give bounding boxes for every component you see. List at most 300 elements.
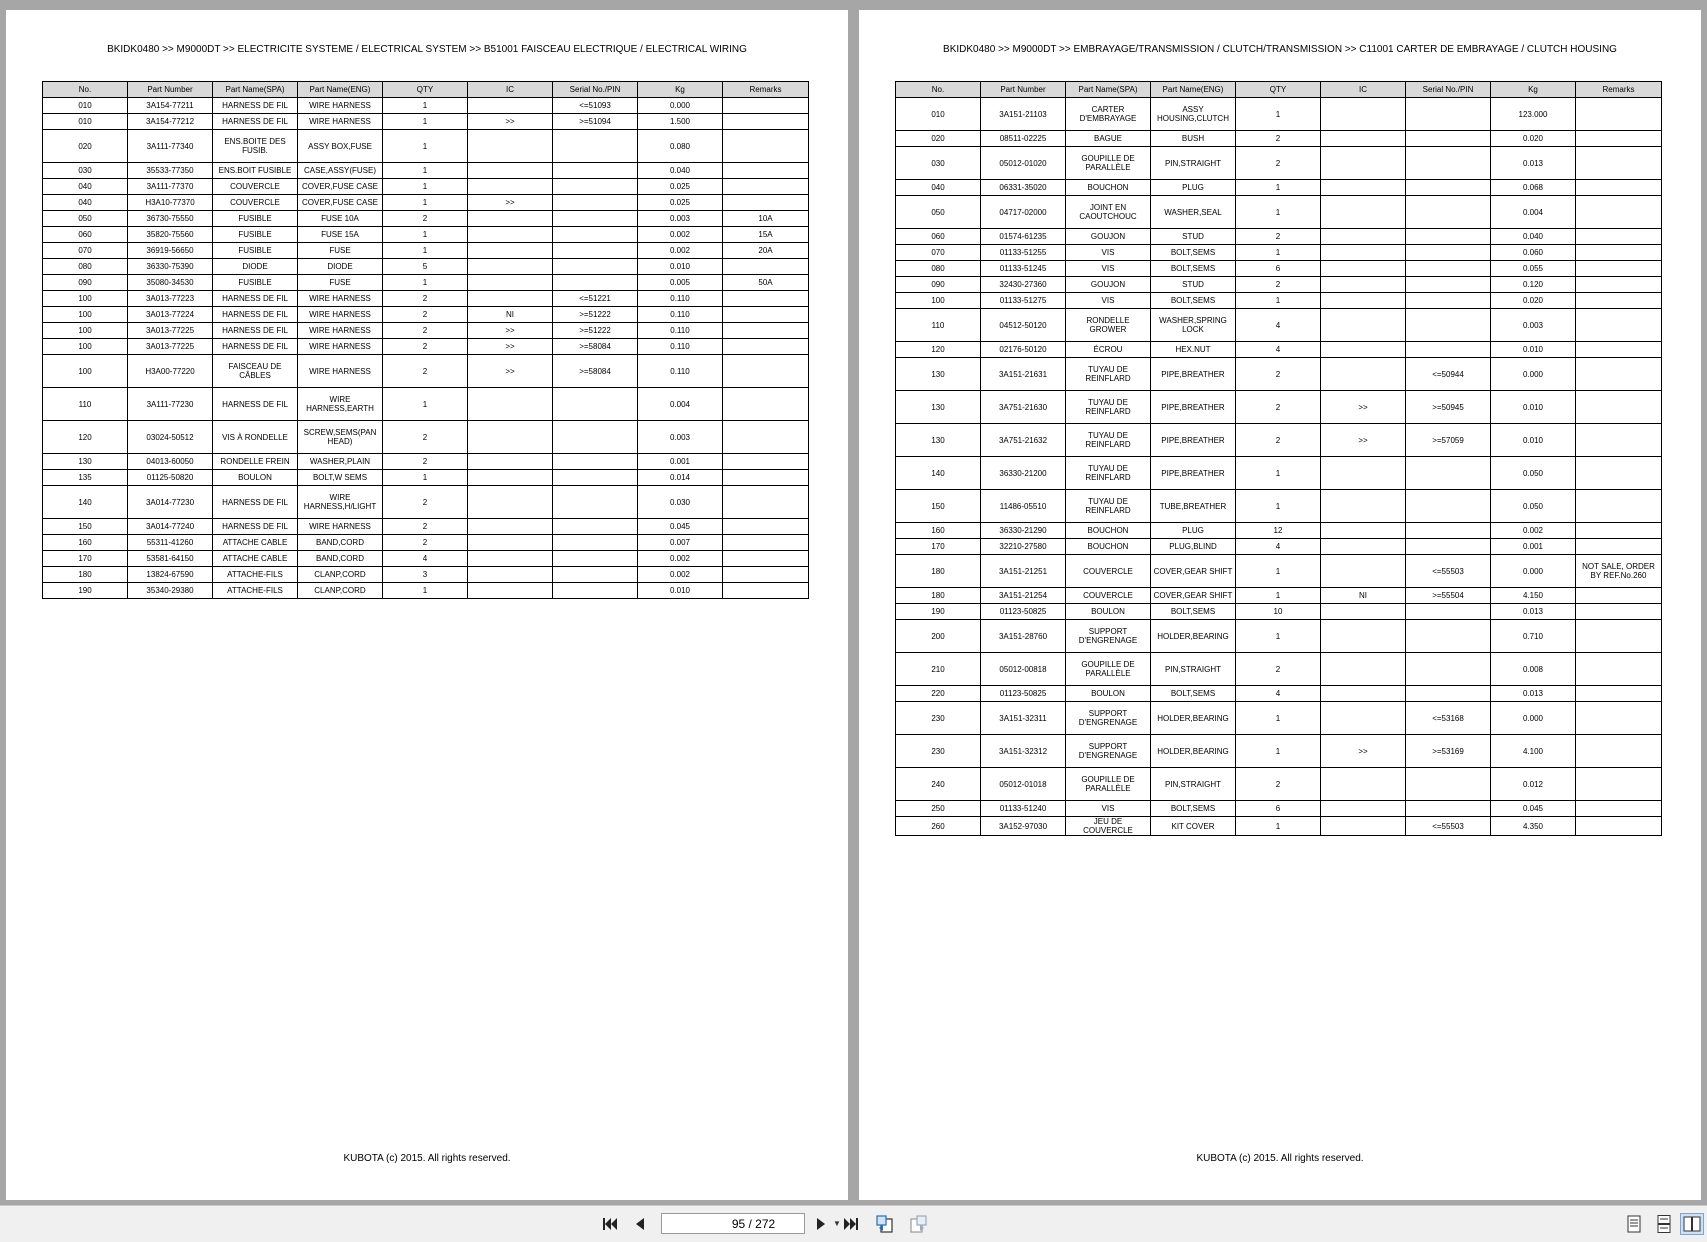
- table-cell: WASHER,PLAIN: [298, 454, 383, 470]
- table-cell: [723, 114, 809, 130]
- table-cell: [723, 307, 809, 323]
- table-cell: 0.003: [638, 421, 723, 454]
- table-cell: [723, 519, 809, 535]
- table-cell: HEX.NUT: [1151, 342, 1236, 358]
- table-cell: 4.350: [1491, 817, 1576, 836]
- table-cell: DIODE: [213, 259, 298, 275]
- table-cell: [1321, 604, 1406, 620]
- column-header: Part Name(SPA): [1066, 82, 1151, 98]
- table-cell: BOLT,SEMS: [1151, 686, 1236, 702]
- table-cell: WIRE HARNESS: [298, 355, 383, 388]
- table-cell: [468, 275, 553, 291]
- table-cell: 0.001: [1491, 539, 1576, 555]
- table-cell: [1576, 539, 1662, 555]
- table-row: [896, 523, 1662, 539]
- table-cell: WIRE HARNESS: [298, 307, 383, 323]
- table-row: [896, 147, 1662, 180]
- page-footer: KUBOTA (c) 2015. All rights reserved.: [1196, 1153, 1364, 1164]
- table-cell: 2: [1236, 131, 1321, 147]
- table-cell: [1321, 539, 1406, 555]
- table-cell: 05012-01018: [981, 768, 1066, 801]
- table-cell: [553, 163, 638, 179]
- column-header: Remarks: [1576, 82, 1662, 98]
- table-cell: [553, 211, 638, 227]
- column-header: Part Number: [128, 82, 213, 98]
- table-row: [896, 98, 1662, 131]
- table-cell: HARNESS DE FIL: [213, 98, 298, 114]
- table-row: [896, 245, 1662, 261]
- table-cell: 080: [43, 259, 128, 275]
- table-cell: 3A111-77340: [128, 130, 213, 163]
- table-cell: 3A154-77211: [128, 98, 213, 114]
- table-cell: [553, 227, 638, 243]
- page-number-input[interactable]: [662, 1216, 833, 1232]
- table-cell: BUSH: [1151, 131, 1236, 147]
- column-header: Kg: [1491, 82, 1576, 98]
- table-cell: >>: [1321, 391, 1406, 424]
- table-cell: [1406, 457, 1491, 490]
- table-cell: 3A751-21632: [981, 424, 1066, 457]
- table-cell: 2: [383, 519, 468, 535]
- table-cell: [1321, 702, 1406, 735]
- table-cell: DIODE: [298, 259, 383, 275]
- table-cell: 1: [1236, 180, 1321, 196]
- table-cell: NOT SALE, ORDER BY REF.No.260: [1576, 555, 1662, 588]
- table-cell: [1321, 768, 1406, 801]
- table-cell: [1406, 801, 1491, 817]
- table-cell: [553, 535, 638, 551]
- table-cell: 1: [1236, 620, 1321, 653]
- table-cell: 36330-21200: [981, 457, 1066, 490]
- table-cell: H3A00-77220: [128, 355, 213, 388]
- next-page-button[interactable]: [809, 1213, 833, 1235]
- table-cell: 3A751-21630: [981, 391, 1066, 424]
- table-cell: 2: [383, 291, 468, 307]
- table-row: [896, 424, 1662, 457]
- table-cell: 3A154-77212: [128, 114, 213, 130]
- table-cell: [723, 195, 809, 211]
- table-cell: 250: [896, 801, 981, 817]
- table-cell: 1: [1236, 588, 1321, 604]
- table-cell: [723, 98, 809, 114]
- table-cell: 090: [896, 277, 981, 293]
- table-cell: 0.050: [1491, 457, 1576, 490]
- table-cell: [723, 339, 809, 355]
- table-row: [896, 229, 1662, 245]
- table-cell: WIRE HARNESS,H/LIGHT: [298, 486, 383, 519]
- table-cell: 010: [896, 98, 981, 131]
- go-back-view-button[interactable]: [873, 1213, 897, 1235]
- table-cell: [1576, 391, 1662, 424]
- table-cell: 2: [1236, 768, 1321, 801]
- single-page-view-button[interactable]: [1622, 1213, 1646, 1235]
- table-cell: 0.110: [638, 291, 723, 307]
- page-header: BKIDK0480 >> M9000DT >> EMBRAYAGE/TRANSMISSION / CLUTCH/TRANSMISSION >> C11001 CARTER DE EMBRAYAGE / CLUTCH HOUSING: [943, 44, 1617, 55]
- table-cell: BOLT,SEMS: [1151, 801, 1236, 817]
- table-cell: JOINT EN CAOUTCHOUC: [1066, 196, 1151, 229]
- document-page-left: [6, 10, 848, 1200]
- table-cell: 04717-02000: [981, 196, 1066, 229]
- table-cell: [468, 551, 553, 567]
- table-cell: H3A10-77370: [128, 195, 213, 211]
- table-cell: 3A151-21631: [981, 358, 1066, 391]
- table-row: [896, 555, 1662, 588]
- table-cell: 100: [43, 323, 128, 339]
- table-cell: SUPPORT D'ENGRENAGE: [1066, 620, 1151, 653]
- table-cell: BAND,CORD: [298, 551, 383, 567]
- table-cell: 3A111-77370: [128, 179, 213, 195]
- column-header: Part Name(ENG): [1151, 82, 1236, 98]
- table-row: [43, 163, 809, 179]
- column-header: No.: [43, 82, 128, 98]
- table-cell: [1406, 620, 1491, 653]
- table-cell: 100: [896, 293, 981, 309]
- table-cell: [1576, 277, 1662, 293]
- table-cell: 020: [43, 130, 128, 163]
- table-cell: 120: [43, 421, 128, 454]
- table-cell: 130: [43, 454, 128, 470]
- column-header: Part Name(SPA): [213, 82, 298, 98]
- table-cell: FUSE 15A: [298, 227, 383, 243]
- table-cell: [1406, 309, 1491, 342]
- table-cell: >=55504: [1406, 588, 1491, 604]
- table-cell: [468, 454, 553, 470]
- table-cell: [1321, 358, 1406, 391]
- table-cell: ATTACHE-FILS: [213, 567, 298, 583]
- table-cell: 4.100: [1491, 735, 1576, 768]
- table-cell: 0.010: [638, 583, 723, 599]
- table-cell: 1: [1236, 245, 1321, 261]
- table-row: [43, 195, 809, 211]
- table-cell: 1: [383, 98, 468, 114]
- table-cell: VIS: [1066, 245, 1151, 261]
- table-cell: 130: [896, 358, 981, 391]
- table-cell: 0.045: [638, 519, 723, 535]
- table-row: [43, 179, 809, 195]
- table-cell: 0.002: [638, 567, 723, 583]
- table-cell: 0.008: [1491, 653, 1576, 686]
- table-cell: [1576, 229, 1662, 245]
- table-cell: 230: [896, 735, 981, 768]
- table-cell: [1321, 309, 1406, 342]
- table-cell: >=51222: [553, 323, 638, 339]
- parts-table-body: [896, 98, 1662, 836]
- table-cell: >>: [468, 323, 553, 339]
- table-cell: ENS.BOITE DES FUSIB.: [213, 130, 298, 163]
- two-page-icon: [1683, 1216, 1701, 1232]
- table-cell: PLUG: [1151, 523, 1236, 539]
- table-cell: <=55503: [1406, 555, 1491, 588]
- table-cell: 010: [43, 98, 128, 114]
- table-cell: GOUPILLE DE PARALLÈLE: [1066, 147, 1151, 180]
- table-cell: 32430-27360: [981, 277, 1066, 293]
- table-cell: [553, 421, 638, 454]
- table-cell: 060: [43, 227, 128, 243]
- table-cell: 6: [1236, 261, 1321, 277]
- table-cell: COUVERCLE: [213, 179, 298, 195]
- table-cell: FUSIBLE: [213, 243, 298, 259]
- table-cell: 0.002: [638, 243, 723, 259]
- table-cell: [553, 388, 638, 421]
- table-cell: 1: [1236, 457, 1321, 490]
- table-cell: ÉCROU: [1066, 342, 1151, 358]
- table-cell: >>: [468, 355, 553, 388]
- table-cell: CLANP,CORD: [298, 583, 383, 599]
- table-cell: [1321, 686, 1406, 702]
- table-cell: 135: [43, 470, 128, 486]
- table-cell: 4.150: [1491, 588, 1576, 604]
- table-row: [896, 817, 1662, 836]
- column-header: QTY: [1236, 82, 1321, 98]
- table-cell: 0.080: [638, 130, 723, 163]
- table-cell: 2: [383, 421, 468, 454]
- table-cell: 3A013-77225: [128, 323, 213, 339]
- table-cell: >=57059: [1406, 424, 1491, 457]
- table-cell: PIPE,BREATHER: [1151, 391, 1236, 424]
- table-cell: 040: [43, 195, 128, 211]
- table-cell: [723, 486, 809, 519]
- table-cell: [468, 98, 553, 114]
- table-cell: [1406, 686, 1491, 702]
- table-cell: 010: [43, 114, 128, 130]
- table-cell: HARNESS DE FIL: [213, 339, 298, 355]
- table-cell: 0.045: [1491, 801, 1576, 817]
- table-cell: 13824-67590: [128, 567, 213, 583]
- table-cell: 1: [383, 130, 468, 163]
- table-cell: WIRE HARNESS: [298, 519, 383, 535]
- table-cell: FAISCEAU DE CÂBLES: [213, 355, 298, 388]
- table-cell: [1321, 147, 1406, 180]
- table-cell: [1406, 131, 1491, 147]
- table-cell: 100: [43, 291, 128, 307]
- table-cell: 180: [896, 555, 981, 588]
- table-cell: 35080-34530: [128, 275, 213, 291]
- table-cell: 140: [896, 457, 981, 490]
- table-cell: [1321, 342, 1406, 358]
- column-header: Serial No./PIN: [553, 82, 638, 98]
- table-cell: PIPE,BREATHER: [1151, 424, 1236, 457]
- last-page-button[interactable]: [839, 1213, 863, 1235]
- table-cell: 060: [896, 229, 981, 245]
- table-cell: HARNESS DE FIL: [213, 486, 298, 519]
- table-cell: [468, 535, 553, 551]
- table-cell: [1576, 196, 1662, 229]
- table-cell: STUD: [1151, 229, 1236, 245]
- column-header: Kg: [638, 82, 723, 98]
- first-page-button[interactable]: [598, 1213, 622, 1235]
- table-cell: 5: [383, 259, 468, 275]
- table-cell: >=50945: [1406, 391, 1491, 424]
- table-cell: 180: [896, 588, 981, 604]
- table-cell: 0.010: [1491, 342, 1576, 358]
- table-row: [896, 686, 1662, 702]
- table-cell: [1321, 620, 1406, 653]
- table-cell: 050: [896, 196, 981, 229]
- table-row: [43, 307, 809, 323]
- table-cell: [1576, 653, 1662, 686]
- table-cell: 05012-01020: [981, 147, 1066, 180]
- table-cell: ATTACHE CABLE: [213, 535, 298, 551]
- table-row: [896, 391, 1662, 424]
- table-cell: [1406, 342, 1491, 358]
- page-dropdown-icon[interactable]: ▼: [833, 1219, 841, 1228]
- table-cell: [723, 130, 809, 163]
- column-header: Serial No./PIN: [1406, 82, 1491, 98]
- table-cell: 190: [43, 583, 128, 599]
- table-cell: [1321, 98, 1406, 131]
- table-cell: [1321, 245, 1406, 261]
- table-cell: [723, 535, 809, 551]
- table-cell: 0.025: [638, 195, 723, 211]
- table-cell: 040: [896, 180, 981, 196]
- table-row: [896, 604, 1662, 620]
- table-cell: HARNESS DE FIL: [213, 291, 298, 307]
- table-cell: HOLDER,BEARING: [1151, 735, 1236, 768]
- table-cell: >=53169: [1406, 735, 1491, 768]
- table-cell: 070: [43, 243, 128, 259]
- table-cell: [553, 275, 638, 291]
- table-cell: 0.013: [1491, 147, 1576, 180]
- table-cell: [1576, 620, 1662, 653]
- table-row: [43, 98, 809, 114]
- table-cell: 1: [1236, 98, 1321, 131]
- table-cell: 0.012: [1491, 768, 1576, 801]
- table-cell: <=51221: [553, 291, 638, 307]
- table-cell: [1321, 131, 1406, 147]
- table-cell: 2: [383, 454, 468, 470]
- table-cell: 35820-75560: [128, 227, 213, 243]
- table-cell: [723, 583, 809, 599]
- table-cell: [553, 195, 638, 211]
- table-cell: <=50944: [1406, 358, 1491, 391]
- table-cell: 2: [383, 355, 468, 388]
- go-forward-view-button[interactable]: [906, 1213, 930, 1235]
- table-cell: [1576, 817, 1662, 836]
- table-row: [896, 801, 1662, 817]
- table-row: [896, 196, 1662, 229]
- table-cell: SCREW,SEMS(PAN HEAD): [298, 421, 383, 454]
- table-cell: 10A: [723, 211, 809, 227]
- table-cell: COUVERCLE: [213, 195, 298, 211]
- table-cell: 090: [43, 275, 128, 291]
- table-cell: 0.000: [1491, 555, 1576, 588]
- table-cell: >=58084: [553, 339, 638, 355]
- table-cell: 11486-05510: [981, 490, 1066, 523]
- table-cell: WIRE HARNESS: [298, 114, 383, 130]
- table-row: [43, 339, 809, 355]
- table-row: [43, 567, 809, 583]
- table-cell: 1: [383, 227, 468, 243]
- table-cell: 36330-75390: [128, 259, 213, 275]
- table-cell: [468, 583, 553, 599]
- column-header: QTY: [383, 82, 468, 98]
- table-cell: HOLDER,BEARING: [1151, 620, 1236, 653]
- table-cell: 2: [1236, 653, 1321, 686]
- table-cell: [1406, 653, 1491, 686]
- table-cell: [1321, 196, 1406, 229]
- table-row: [896, 342, 1662, 358]
- table-cell: >=51222: [553, 307, 638, 323]
- table-row: [43, 519, 809, 535]
- table-row: [896, 277, 1662, 293]
- table-cell: 2: [1236, 229, 1321, 245]
- table-cell: 2: [1236, 424, 1321, 457]
- table-cell: 1: [1236, 817, 1321, 836]
- table-cell: [723, 454, 809, 470]
- table-cell: [1576, 309, 1662, 342]
- table-cell: 0.110: [638, 355, 723, 388]
- table-cell: ASSY HOUSING,CLUTCH: [1151, 98, 1236, 131]
- first-page-icon: [602, 1216, 618, 1232]
- table-cell: [468, 227, 553, 243]
- parts-table-body: [43, 98, 809, 599]
- table-cell: BOULON: [213, 470, 298, 486]
- table-header-row: [43, 82, 809, 98]
- table-cell: CARTER D'EMBRAYAGE: [1066, 98, 1151, 131]
- table-row: [43, 323, 809, 339]
- column-header: Remarks: [723, 82, 809, 98]
- table-cell: 36330-21290: [981, 523, 1066, 539]
- table-cell: 0.110: [638, 339, 723, 355]
- table-cell: BOLT,SEMS: [1151, 245, 1236, 261]
- table-cell: 2: [383, 211, 468, 227]
- table-cell: [1576, 457, 1662, 490]
- two-page-view-button[interactable]: [1680, 1213, 1704, 1235]
- single-page-icon: [1626, 1215, 1642, 1233]
- table-cell: 220: [896, 686, 981, 702]
- table-cell: 210: [896, 653, 981, 686]
- table-cell: [723, 421, 809, 454]
- table-row: [43, 486, 809, 519]
- table-cell: 2: [1236, 147, 1321, 180]
- table-cell: 0.110: [638, 307, 723, 323]
- table-cell: COUVERCLE: [1066, 588, 1151, 604]
- table-cell: 200: [896, 620, 981, 653]
- table-cell: 0.010: [1491, 391, 1576, 424]
- table-cell: PIN,STRAIGHT: [1151, 147, 1236, 180]
- table-cell: WASHER,SEAL: [1151, 196, 1236, 229]
- table-row: [43, 130, 809, 163]
- table-cell: [553, 519, 638, 535]
- last-page-icon: [843, 1216, 859, 1232]
- table-row: [43, 535, 809, 551]
- table-cell: 3A013-77224: [128, 307, 213, 323]
- table-cell: 4: [1236, 342, 1321, 358]
- previous-page-button[interactable]: [628, 1213, 652, 1235]
- table-cell: [1576, 702, 1662, 735]
- table-row: [896, 768, 1662, 801]
- table-cell: 02176-50120: [981, 342, 1066, 358]
- table-cell: PLUG,BLIND: [1151, 539, 1236, 555]
- table-cell: 130: [896, 424, 981, 457]
- table-cell: VIS: [1066, 261, 1151, 277]
- table-cell: 040: [43, 179, 128, 195]
- table-cell: WIRE HARNESS: [298, 339, 383, 355]
- table-cell: FUSIBLE: [213, 227, 298, 243]
- table-cell: HARNESS DE FIL: [213, 307, 298, 323]
- table-cell: 01133-51240: [981, 801, 1066, 817]
- table-cell: BAND,CORD: [298, 535, 383, 551]
- table-cell: 160: [43, 535, 128, 551]
- continuous-view-button[interactable]: [1652, 1213, 1676, 1235]
- table-cell: 10: [1236, 604, 1321, 620]
- table-cell: [723, 323, 809, 339]
- table-cell: BOUCHON: [1066, 180, 1151, 196]
- table-cell: 0.030: [638, 486, 723, 519]
- table-cell: 0.005: [638, 275, 723, 291]
- table-cell: 35340-29380: [128, 583, 213, 599]
- table-cell: 2: [383, 535, 468, 551]
